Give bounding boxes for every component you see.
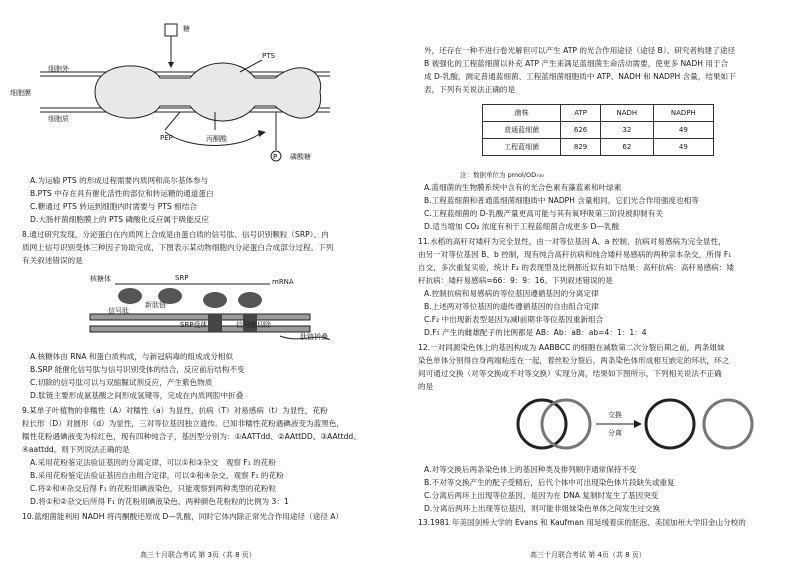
q11-option-d: D.F₁ 产生的雌雄配子的比例都是 AB：Ab：aB：ab=4：1：1：4 — [424, 328, 647, 337]
table-header-row — [483, 105, 714, 122]
q8-line-3: 有关叙述错误的是 — [22, 256, 83, 265]
outside-label: 细胞外 — [48, 65, 69, 73]
table-note: 注：数据单位为 pmol/OD₇₃₀ — [460, 171, 544, 179]
ring-diagram — [400, 390, 800, 460]
q12-option-c: C.分离后两环上出现等位基因，是因为在 DNA 复制时发生了基因突变 — [424, 491, 659, 500]
sugar-label: 糖 — [183, 25, 190, 33]
q8-line-1: 8.通过研究发现，分泌蛋白在内质网上合成是由蛋白质的信号肽、信号识别颗粒（SRP）、内 — [22, 230, 329, 239]
q11-option-b: B.上述两对等位基因的遗传遵循基因的自由组合定律 — [424, 302, 599, 311]
q9-line-2: 粒长形（D）对圆形（d）为显性，三对等位基因独立遗传。已知非糯性花粉遇碘液变为蓝黑色， — [22, 419, 345, 428]
right-footer: 高三十月联合考试 第 4页（共 8 页） — [530, 551, 646, 559]
q8-option-c: C.切除的信号肽可以与双缩脲试剂反应，产生紫色物质 — [30, 378, 213, 387]
cell-strain: 普通蓝细菌 — [483, 122, 561, 139]
cell-nadh: 32 — [600, 122, 653, 139]
q10-start: 10.蓝细菌能利用 NADH 将丙酮酸还原成 D—乳酸，同时它体内除正常光合作用途径（途径 A） — [22, 512, 343, 521]
q10-option-b: B.工程蓝细菌和普通蓝细菌细胞质中 NADPH 含量相同，它们光合作用强度也相等 — [424, 196, 699, 205]
header-nadh: NADH — [600, 105, 653, 122]
q8-line-2: 质网上信号识别受体三种因子协助完成，下图表示某动物细胞内分泌蛋白合成部分过程。下列 — [22, 243, 334, 252]
q12-line-4: 的是 — [418, 382, 434, 391]
signal-peptide-label: 信号肽 — [108, 307, 129, 315]
q12-line-1: 12.一对同源染色体上的基因构成为 AABBCC 的细胞在减数第二次分裂后期之前，两条姐妹 — [418, 343, 725, 352]
q9-line-3: 糯性花粉遇碘液变为棕红色，现有四种纯合子，基因型分别为：①AATTdd、②AAttDD、③AAttdd、 — [22, 432, 361, 441]
mrna-label: mRNA — [272, 278, 294, 286]
pts-diagram — [0, 0, 400, 180]
srp-label: SRP — [175, 274, 189, 282]
q7-option-d: D.大肠杆菌细胞膜上的 PTS 磷酸化反应属于吸能反应 — [30, 215, 209, 224]
enzyme-table — [482, 104, 714, 156]
q10-line-3: 成 D-乳酸，测定普通蓝细菌、工程蓝细菌细胞质中 ATP、NADH 和 NADPH 含量，结果如下 — [424, 72, 736, 81]
right-page — [400, 0, 800, 566]
cell-strain: 工程蓝细菌 — [483, 139, 561, 156]
separate-label: 分离 — [608, 429, 622, 437]
cell-atp: 626 — [561, 122, 601, 139]
q10-line-2: B 被强化的工程蓝细菌以补充 ATP 产生来满足蓝细菌生命活动需要，使更多 NADH 用于合 — [424, 59, 729, 68]
new-peptide-label: 新肽链 — [145, 301, 166, 309]
header-atp: ATP — [561, 105, 601, 122]
srp-receptor-label: SRP受体 — [180, 321, 208, 329]
q11-line-1: 11.水稻的高秆对矮秆为完全显性，由一对等位基因 A、a 控制，抗病对易感病为完全显性， — [418, 237, 726, 246]
membrane-label: 细胞膜 — [10, 89, 31, 97]
cytoplasm-label: 细胞质 — [48, 115, 69, 123]
q8-option-d: D.肽链主要形成氨基酸之间形成氢键等，完成在内质网腔中折叠 — [30, 391, 244, 400]
q9-option-b: B.采用花粉鉴定法验证基因自由组合定律，可以②和④杂交，观察 F₁ 的花粉 — [30, 471, 284, 480]
cell-nadh: 62 — [600, 139, 653, 156]
pep-label: PEP — [160, 134, 173, 142]
signal-cut-label: 信号肽切除 — [236, 321, 271, 329]
q9-line-1: 9.某单子叶植物的非糯性（A）对糯性（a）为显性，抗病（T）对易感病（t）为显性，花粉 — [22, 406, 328, 415]
q9-option-a: A.采用花粉鉴定法验证基因的分离定律，可以①和③杂交 观察 F₁ 的花粉 — [30, 458, 276, 467]
q7-option-c: C.糖通过 PTS 转运到细胞内时需要与 PTS 相结合 — [30, 202, 197, 211]
q9-option-c: C.将②和④杂交后得 F₁ 的花粉用碘液染色，只能观察到两种类型的花粉粒 — [30, 484, 277, 493]
q8-option-a: A.核糖体由 RNA 和蛋白质构成，与新冠病毒的组成成分相似 — [30, 352, 234, 361]
q12-option-d: D.分离后两环上出现等位基因，则可能非姐妹染色单体之间发生过交换 — [424, 504, 661, 513]
q10-option-d: D.适当增加 CO₂ 浓度有利于工程蓝细菌合成更多 D—乳酸 — [424, 222, 620, 231]
q10-line-1: 外，还存在一种不进行卷光解但可以产生 ATP 的光合作用途径（途径 B）。研究者构建了途径 — [424, 46, 736, 55]
cell-atp: 829 — [561, 139, 601, 156]
header-nadph: NADPH — [653, 105, 713, 122]
cell-nadph: 49 — [653, 122, 713, 139]
q11-line-3: 自交，多次重复实验，统计 F₂ 的表现型及比例都近似有如下结果：高秆抗病：高秆易感病：矮 — [418, 263, 734, 272]
q11-line-2: 由另一对等位基因 B、b 控制，现有纯合高秆抗病和纯合矮秆易感病的两种亲本杂交，所得 F₁ — [418, 250, 732, 259]
q10-option-c: C.工程蓝细菌的 D-乳酸产量更高可能与其有氧呼吸第三阶段被抑制有关 — [424, 209, 663, 218]
q9-option-d: D.将①和②杂交后所得 F₁ 的花粉用碘液染色，两种颜色花粉粒的比例为 3：1 — [30, 497, 289, 506]
q7-option-a: A.为运输 PTS 的形成过程需要内质网和高尔基体参与 — [30, 176, 209, 185]
peptide-fold-label: 肽链折叠 — [300, 333, 328, 341]
header-strain: 菌株 — [483, 105, 561, 122]
q10-option-a: A.蓝细菌的生物膜系统中含有的光合色素有藻蓝素和叶绿素 — [424, 183, 622, 192]
q13-start: 13.1981 年美国剑桥大学的 Evans 和 Kaufman 用延缓着床的胚泡、美国加州大学旧金山分校的 — [418, 518, 746, 527]
q12-option-a: A.对等交换后两条染色体上的基因种类及排列顺序通常保持不变 — [424, 465, 637, 474]
pts-label: PTS — [262, 52, 275, 60]
q12-line-3: 间可通过交换（对等交换或不对等交换）实现分离，结果如下图所示，下列相关说法不正确 — [418, 369, 722, 378]
table-row — [483, 139, 714, 156]
q7-option-b: B.PTS 中存在具有催化活性的部位和转运糖的通道蛋白 — [30, 189, 214, 198]
q8-option-b: B.SRP 能催化信号肽与信号识别受体的结合，反应前后结构不变 — [30, 365, 245, 374]
cell-nadph: 49 — [653, 139, 713, 156]
phosphate-label: P — [273, 153, 278, 161]
ribosome-label: 核糖体 — [90, 275, 111, 283]
exchange-label: 交换 — [608, 411, 622, 419]
q12-line-2: 染色单体分别得自身两端粘连在一起，着丝粒分裂后，两条染色体形成相互嵌定的环状，环之 — [418, 356, 730, 365]
q11-option-a: A.控制抗病和易感病的等位基因遵循基因的分离定律 — [424, 289, 599, 298]
q10-line-4: 表，下列有关说法正确的是 — [424, 85, 516, 94]
srp-diagram — [0, 270, 400, 350]
q12-option-b: B.不对等交换产生的配子受精后，后代个体中可出现染色体片段缺失或重复 — [424, 478, 675, 487]
pyruvate-label: 丙酮酸 — [206, 135, 227, 143]
q11-line-4: 秆抗病：矮秆易感病=66：9：9：16。下列叙述错误的是 — [418, 276, 613, 285]
q9-line-4: ④aattdd。则下列说法正确的是 — [22, 445, 130, 454]
table-row — [483, 122, 714, 139]
sugar-phosphate-label: 磷酸糖 — [290, 153, 311, 161]
left-footer: 高三十月联合考试 第 3页（共 8 页） — [140, 551, 256, 559]
q11-option-c: C.F₂ 中出现新表型是因为减Ⅰ前期非等位基因重新组合 — [424, 315, 604, 324]
